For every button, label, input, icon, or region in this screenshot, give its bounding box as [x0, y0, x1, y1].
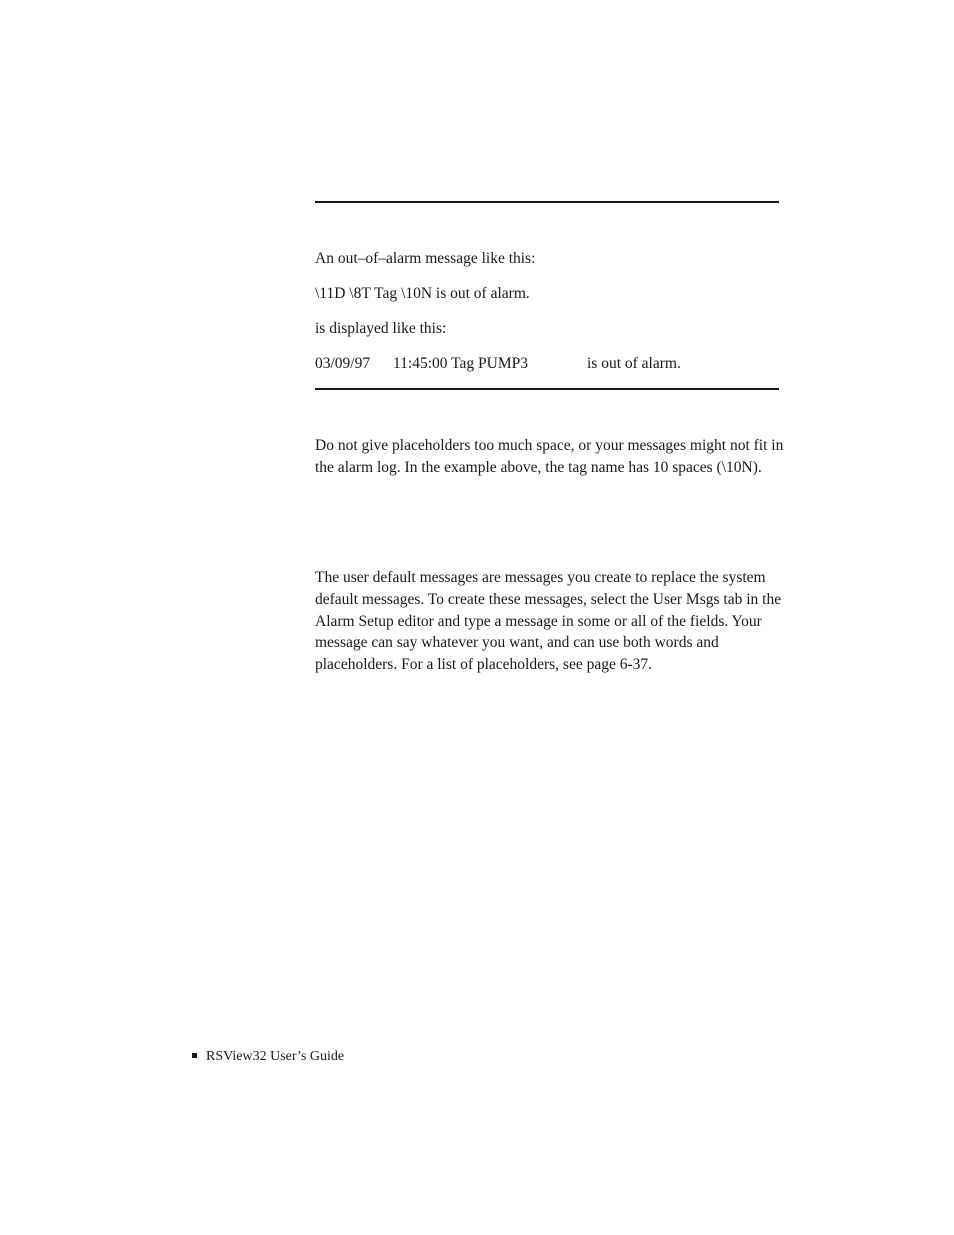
page-footer: [192, 1047, 344, 1067]
example-intro: An out–of–alarm message like this:: [315, 250, 536, 267]
example-code: \11D \8T Tag \10N is out of alarm.: [315, 285, 530, 302]
footer-title: RSView32 User’s Guide: [206, 1049, 345, 1064]
example-bottom-rule: [315, 388, 779, 390]
tip-paragraph: Do not give placeholders too much space, or your messages might not fit in the alarm log. In the example above, the tag name has 10 spaces (\10N).: [315, 437, 784, 476]
example-output: [315, 353, 779, 375]
output-tail: is out of alarm.: [587, 355, 681, 372]
output-time-tag: 11:45:00 Tag PUMP3: [393, 355, 528, 372]
example-displayed-intro: is displayed like this:: [315, 320, 447, 337]
user-default-paragraph: The user default messages are messages you create to replace the system default messages. To create these messages, select the User Msgs tab in the Alarm Setup editor and type a message in some or all of the fields. Your message can say whatever you want, and can use both words and placeholders. For a list of placeholders, see page 6-37.: [315, 569, 782, 674]
example-top-rule: [315, 201, 779, 203]
output-date: 03/09/97: [315, 355, 371, 372]
footer-bullet-icon: [192, 1053, 197, 1058]
